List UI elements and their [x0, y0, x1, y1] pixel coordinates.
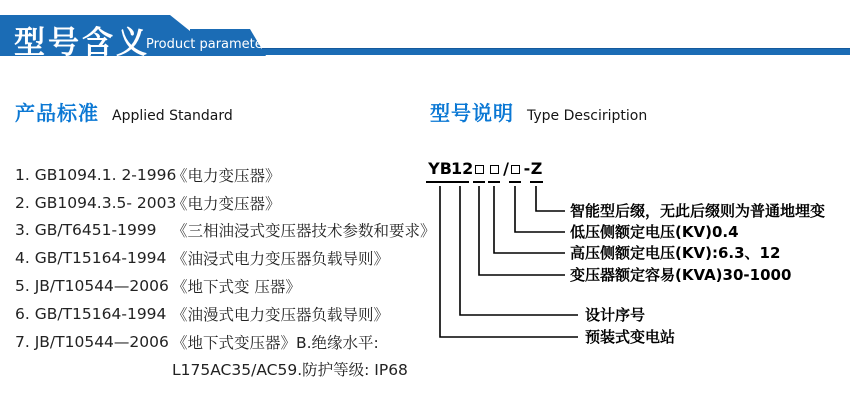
model-token-serial: 12	[451, 160, 469, 183]
standard-title: 《地下式变压器》B.绝缘水平:	[172, 333, 379, 352]
standard-row	[15, 244, 415, 272]
model-token-dash: -	[523, 159, 531, 178]
standard-title: L175AC35/AC59.防护等级: IP68	[172, 361, 408, 380]
standard-code: 5. JB/T10544—2006	[15, 277, 169, 296]
model-token-yb: YB	[426, 160, 454, 183]
standard-row	[15, 161, 415, 189]
label-design-serial: 设计序号	[585, 306, 646, 324]
standard-code: 7. JB/T10544—2006	[15, 332, 169, 351]
banner-title: 型号含义	[14, 25, 150, 61]
applied-standard-heading-cn: 产品标准	[15, 101, 99, 125]
standard-title: 《地下式变 压器》	[172, 278, 301, 297]
standard-code: 4. GB/T15164-1994	[15, 249, 167, 268]
label-rated-capacity: 变压器额定容易(KVA)30-1000	[570, 266, 792, 284]
standard-row	[15, 328, 415, 356]
standard-code: 2. GB1094.3.5- 2003	[15, 193, 177, 212]
label-low-voltage: 低压侧额定电压(KV)0.4	[570, 223, 739, 241]
model-code-diagram	[420, 150, 850, 400]
standard-row	[15, 272, 415, 300]
standard-row	[15, 189, 415, 217]
standard-title: 《油浸式电力变压器负载导则》	[172, 250, 390, 269]
applied-standard-heading	[15, 97, 233, 126]
model-token-z: Z	[530, 160, 543, 183]
standard-title: 《三相油浸式变压器技术参数和要求》	[172, 222, 436, 241]
type-description-heading-cn: 型号说明	[430, 101, 514, 125]
standard-code: 6. GB/T15164-1994	[15, 304, 167, 323]
standards-list	[15, 161, 436, 383]
standard-row	[15, 217, 436, 245]
type-description-heading	[430, 97, 647, 126]
standard-title: 《电力变压器》	[172, 194, 281, 213]
model-token-slash: /	[503, 159, 509, 178]
label-prefab-substation: 预装式变电站	[585, 328, 676, 346]
standard-title: 《油漫式电力变压器负载导则》	[172, 305, 390, 324]
banner-strip	[262, 48, 850, 55]
type-description-heading-en: Type Desciription	[527, 108, 648, 124]
standard-code: 1. GB1094.1. 2-1996	[15, 165, 177, 184]
standard-title: 《电力变压器》	[172, 166, 281, 185]
label-smart-suffix: 智能型后缀，无此后缀则为普通地埋变	[570, 202, 826, 220]
applied-standard-heading-en: Applied Standard	[112, 108, 233, 124]
banner-subtitle: Product parameters	[146, 37, 275, 52]
standard-row-continuation	[15, 356, 415, 384]
standard-code: 3. GB/T6451-1999	[15, 221, 157, 240]
standard-row	[15, 300, 415, 328]
label-high-voltage: 高压侧额定电压(KV):6.3、12	[570, 244, 781, 262]
